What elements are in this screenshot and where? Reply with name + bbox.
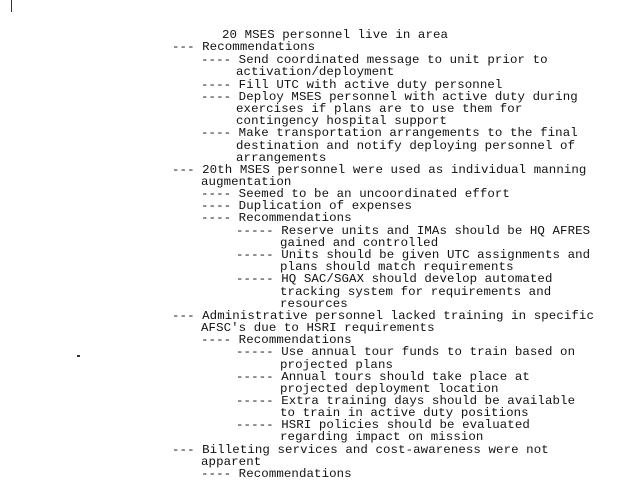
doc-line-16: ---- Recommendations	[201, 211, 352, 225]
doc-line-31: ----- Extra training days should be available	[236, 394, 576, 408]
doc-line-35: --- Billeting services and cost-awareness were not	[172, 443, 549, 457]
doc-line-1: 20 MSES personnel live in area	[222, 28, 449, 42]
doc-line-34: regarding impact on mission	[280, 430, 484, 444]
doc-line-4: activation/deployment	[236, 65, 395, 79]
doc-line-27: ----- Use annual tour funds to train based on	[236, 345, 576, 359]
doc-line-18: gained and controlled	[280, 236, 439, 250]
doc-line-22: tracking system for requirements and	[280, 285, 552, 299]
doc-line-14: ---- Seemed to be an uncoordinated effort	[201, 187, 510, 201]
doc-line-12: --- 20th MSES personnel were used as individual manning	[172, 163, 587, 177]
doc-line-37: ---- Recommendations	[201, 467, 352, 480]
doc-line-24: --- Administrative personnel lacked training in specific	[172, 309, 594, 323]
doc-line-21: ----- HQ SAC/SGAX should develop automated	[236, 272, 553, 286]
doc-line-30: projected deployment location	[280, 382, 499, 396]
doc-line-28: projected plans	[280, 358, 394, 372]
scan-margin-mark	[11, 0, 12, 12]
doc-line-6: ---- Deploy MSES personnel with active duty during	[201, 90, 578, 104]
doc-line-2: --- Recommendations	[172, 40, 316, 54]
doc-line-3: ---- Send coordinated message to unit prior to	[201, 53, 548, 67]
doc-line-19: ----- Units should be given UTC assignments and	[236, 248, 591, 262]
doc-line-17: ----- Reserve units and IMAs should be HQ AFRES	[236, 224, 591, 238]
doc-line-9: ---- Make transportation arrangements to the final	[201, 126, 578, 140]
doc-line-15: ---- Duplication of expenses	[201, 199, 412, 213]
doc-line-33: ----- HSRI policies should be evaluated	[236, 418, 530, 432]
scan-speck	[77, 355, 80, 357]
doc-line-5: ---- Fill UTC with active duty personnel	[201, 78, 503, 92]
doc-line-32: to train in active duty positions	[280, 406, 529, 420]
doc-line-25: AFSC's due to HSRI requirements	[201, 321, 435, 335]
doc-line-13: augmentation	[201, 175, 292, 189]
doc-line-26: ---- Recommendations	[201, 333, 352, 347]
doc-line-23: resources	[280, 297, 348, 311]
doc-line-10: destination and notify deploying personnel of	[236, 139, 576, 153]
doc-line-29: ----- Annual tours should take place at	[236, 370, 530, 384]
doc-line-8: contingency hospital support	[236, 114, 447, 128]
doc-line-20: plans should match requirements	[280, 260, 514, 274]
doc-line-11: arrangements	[236, 151, 327, 165]
doc-line-36: apparent	[201, 455, 262, 469]
doc-line-7: exercises if plans are to use them for	[236, 102, 523, 116]
